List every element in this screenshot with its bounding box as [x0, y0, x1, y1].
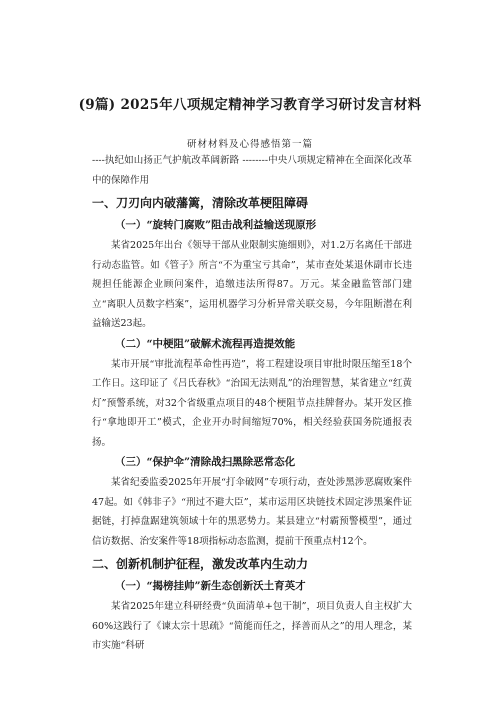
subsection-heading-1-1: （一）“旋转门腐败”阻击战利益输送现原形: [115, 219, 317, 231]
document-title: (9篇) 2025年八项规定精神学习教育学习研讨发言材料: [78, 97, 422, 113]
document-subtitle: 研材材料及心得感悟第一篇: [186, 139, 313, 150]
paragraph-1-2: 某市开展“审批流程革命性再造”，将工程建设项目审批时限压缩至18个工作日。这印证了《吕氏春秋》“治国无法则乱”的治理智慧，某省建立“红黄灯”预警系统，对32个省级重点项目的48个梗阻节点挂牌督办。某开发区推行“拿地即开工”模式，企业开办时间缩短70%，相关经验获国务院通报表扬。: [92, 358, 412, 448]
paragraph-1-3: 某省纪委监委2025年开展“打伞破网”专项行动，查处涉黑涉恶腐败案件47起。如《韩非子》“刑过不避大臣”，某市运用区块链技术固定涉黑案件证据链，打掉盘踞建筑领域十年的黑恶势力。某县建立“村霸预警模型”，通过信访数据、治安案件等18项指标动态监测，提前干预重点村12个。: [92, 477, 412, 547]
section-heading-1: 一、刀刃向内破藩篱，清除改革梗阻障碍: [92, 196, 309, 210]
subsection-heading-1-3: （三）“保护伞”清除战扫黑除恶常态化: [115, 456, 296, 468]
lead-paragraph: ----执纪如山扬正气护航改革阔新路 --------中央八项规定精神在全面深化改革中的保障作用: [92, 155, 412, 186]
document-body: [92, 151, 412, 656]
paragraph-2-1: 某省2025年建立科研经费“负面清单+包干制”，项目负责人自主权扩大60%这践行了《谏太宗十思疏》“简能而任之，择善而从之”的用人理念，某市实施“科研: [92, 601, 412, 651]
section-heading-2: 二、创新机制护征程，激发改革内生动力: [92, 557, 309, 571]
subsection-heading-2-1: （一）“揭榜挂帅”新生态创新沃土育英才: [115, 580, 306, 592]
subsection-heading-1-2: （二）“中梗阻”破解术流程再造提效能: [115, 337, 296, 350]
paragraph-1-1: 某省2025年出台《领导干部从业限制实施细则》，对1.2万名离任干部进行动态监管。如《管子》所言“不为重宝亏其命”，某市查处某退休副市长违规担任能源企业顾问案件，追缴违法所得87。万元。某金融监管部门建立“离职人员数字档案”，运用机器学习分析异常关联交易，今年阻断潜在利益输送23起。: [92, 240, 412, 329]
